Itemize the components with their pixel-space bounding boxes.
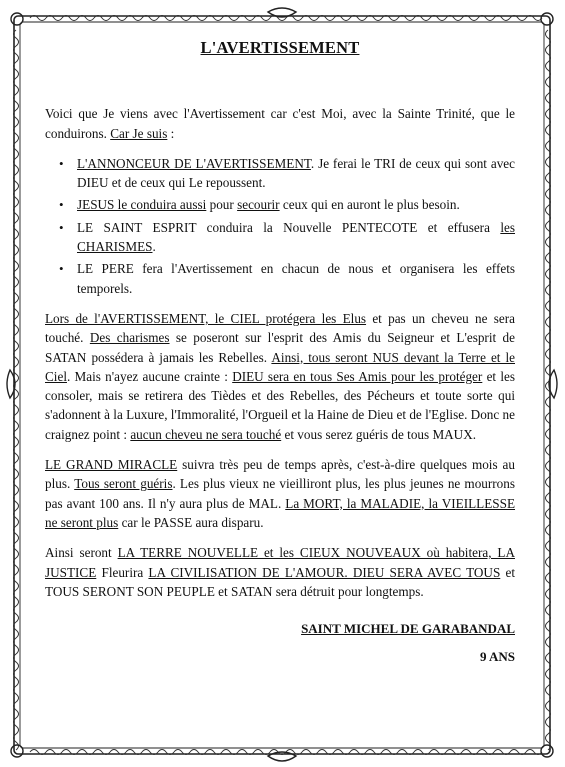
item-text-2: ceux qui en auront le plus besoin.	[279, 197, 460, 213]
letter-body	[45, 38, 515, 667]
paragraph-avertissement	[45, 309, 515, 444]
text-run: se poseront sur l'esprit des Amis du Seigneur et L'esprit de SATAN possédera à jamais les Rebelles.	[45, 330, 516, 365]
bullet-icon: •	[59, 197, 64, 213]
text-run: et TOUS SERONT SON PEUPLE et SATAN sera détruit pour longtemps.	[45, 564, 515, 599]
list-item	[59, 154, 515, 193]
item-text: LE PERE fera l'Avertissement en chacun de nous et organisera les effets temporels.	[77, 261, 515, 296]
underlined-phrase: Ainsi, tous seront NUS devant la Terre et le Ciel	[45, 349, 515, 384]
item-underlined: L'ANNONCEUR DE L'AVERTISSEMENT	[77, 155, 311, 171]
bullet-icon: •	[59, 261, 64, 277]
item-text: . Je ferai le TRI de ceux qui sont avec DIEU et de ceux qui Le repoussent.	[77, 155, 515, 191]
intro-colon: :	[167, 125, 175, 141]
list-item	[59, 218, 515, 257]
underlined-phrase: DIEU sera en tous Ses Amis pour les protéger	[232, 368, 483, 384]
page-title: L'AVERTISSEMENT	[200, 38, 360, 57]
paragraph-terre-nouvelle	[45, 543, 515, 601]
signature	[45, 619, 515, 638]
text-run: et pas un cheveu ne sera touché.	[45, 310, 515, 346]
underlined-phrase: aucun cheveu ne sera touché	[130, 426, 282, 442]
intro-underlined: Car Je suis	[110, 125, 168, 141]
text-run: suivra très peu de temps après, c'est-à-dire quelques mois au plus.	[45, 457, 515, 492]
item-underlined-2: secourir	[237, 197, 280, 213]
intro-paragraph	[45, 104, 515, 143]
text-run: et les consoler, mais se retirera des Tièdes et des Rebelles, des Pécheurs et toute sorte qui s'adonnent à la Luxure, l'Immoralité, l'Orgueil et la Haine de Dieu et de l'Eglise. Donc ne craignez point :	[45, 368, 515, 442]
text-run: Ainsi seront	[45, 545, 118, 561]
bullet-icon: •	[59, 155, 64, 171]
list-item	[59, 195, 515, 214]
item-underlined-2: les CHARISMES	[77, 219, 515, 255]
underlined-phrase: Tous seront guéris	[74, 476, 173, 492]
text-run: et vous serez guéris de tous MAUX.	[281, 426, 477, 442]
item-text: pour	[206, 197, 238, 213]
paragraph-miracle	[45, 455, 515, 532]
underlined-phrase: LE GRAND MIRACLE	[45, 457, 178, 473]
item-text-2: .	[152, 239, 156, 255]
underlined-phrase: LA TERRE NOUVELLE et les CIEUX NOUVEAUX où habitera, LA JUSTICE	[45, 545, 515, 580]
underlined-phrase: Des charismes	[89, 330, 170, 346]
list-item	[59, 259, 515, 298]
text-run: . Les plus vieux ne vieilliront plus, les plus jeunes ne mourrons pas avant 100 ans. Il n'y aura plus de MAL.	[45, 476, 515, 511]
item-text: LE SAINT ESPRIT conduira la Nouvelle PENTECOTE et effusera	[77, 219, 501, 235]
underlined-phrase: La MORT, la MALADIE, la VIEILLESSE ne seront plus	[45, 495, 516, 530]
text-run: . Mais n'ayez aucune crainte :	[66, 368, 233, 384]
underlined-phrase: LA CIVILISATION DE L'AMOUR. DIEU SERA AVEC TOUS	[148, 564, 501, 580]
underlined-phrase: Lors de l'AVERTISSEMENT, le CIEL protégera les Elus	[45, 310, 367, 326]
text-run: car le PASSE aura disparu.	[118, 514, 264, 530]
bullet-list	[45, 154, 515, 298]
intro-text: Voici que Je viens avec l'Avertissement car c'est Moi, avec la Sainte Trinité, que le conduirons.	[45, 106, 515, 141]
text-run: Fleurira	[96, 564, 149, 580]
bullet-icon: •	[59, 219, 64, 235]
age-label: 9 ANS	[479, 649, 515, 665]
signature-name: SAINT MICHEL DE GARABANDAL	[301, 621, 515, 637]
item-underlined: JESUS le conduira aussi	[77, 197, 207, 213]
